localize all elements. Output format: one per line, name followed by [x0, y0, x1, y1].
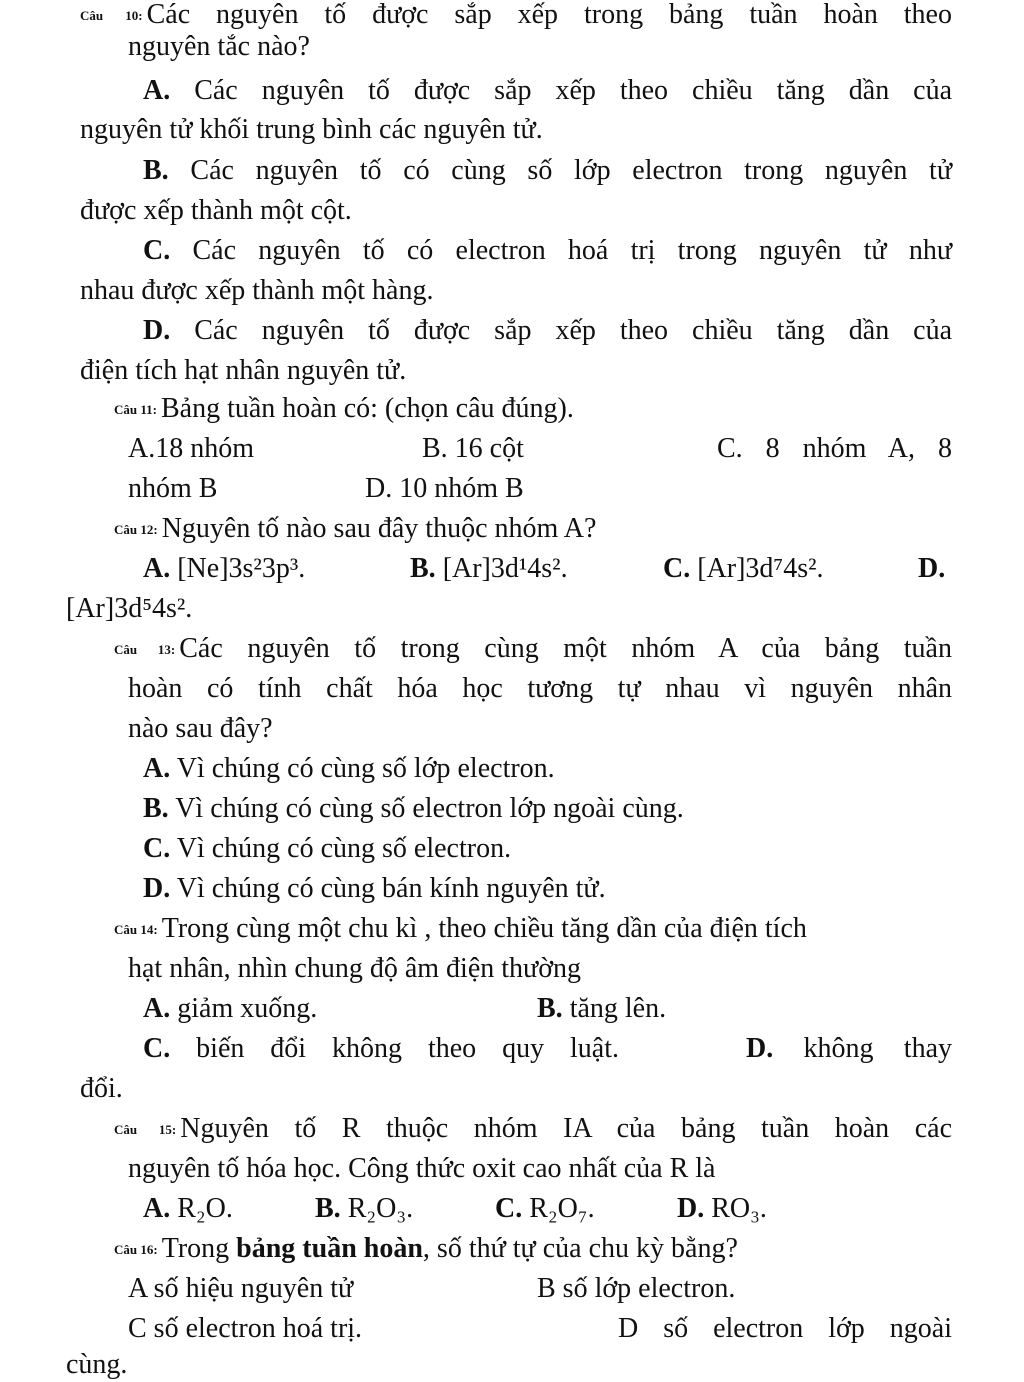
q11-option-c-cont: nhóm B: [128, 473, 218, 504]
q14-option-b: B. tăng lên.: [537, 993, 667, 1024]
q13-stem-line1: Câu 13: Các nguyên tố trong cùng một nhóm A của bảng tuần: [114, 633, 952, 664]
q15-stem-line2: nguyên tố hóa học. Công thức oxit cao nhất của R là: [128, 1153, 716, 1184]
q16-option-b: B số lớp electron.: [537, 1273, 736, 1304]
q11-stem: Câu 11: Bảng tuần hoàn có: (chọn câu đúng).: [114, 393, 574, 424]
q15-option-d-formula: RO₃.: [711, 1193, 767, 1224]
q12-option-c: C. [Ar]3d⁷4s².: [663, 553, 824, 584]
q15-option-c-formula: R₂O₇.: [529, 1193, 595, 1224]
q13-number: Câu 13:: [114, 642, 176, 657]
q10-option-d: D. Các nguyên tố được sắp xếp theo chiều tăng dần của: [143, 315, 953, 346]
q11-option-a: A.18 nhóm: [128, 433, 254, 464]
q10-number: Câu 10:: [80, 8, 143, 23]
q16-option-c: C số electron hoá trị.: [128, 1313, 363, 1344]
q15-option-d: D. RO₃.: [677, 1193, 767, 1224]
q12-option-b: B. [Ar]3d¹4s².: [410, 553, 568, 584]
q13-option-a: A. Vì chúng có cùng số lớp electron.: [143, 753, 555, 784]
q10-stem-line2: nguyên tắc nào?: [128, 31, 310, 62]
q10-option-b-cont: được xếp thành một cột.: [80, 195, 352, 226]
q16-option-d-cont: cùng.: [66, 1349, 128, 1380]
q10-stem-line1: [80, 0, 952, 32]
q16-option-a: A số hiệu nguyên tử: [128, 1273, 354, 1304]
q13-option-d: D. Vì chúng có cùng bán kính nguyên tử.: [143, 873, 606, 904]
q11-option-b: B. 16 cột: [422, 433, 524, 464]
q13-stem-line2: hoàn có tính chất hóa học tương tự nhau vì nguyên nhân: [128, 673, 952, 704]
q10-stem-text-1: Các nguyên tố được sắp xếp trong bảng tuần hoàn theo: [146, 0, 952, 30]
q11-option-c: C. 8 nhóm A, 8: [717, 433, 952, 464]
q10-option-c-cont: nhau được xếp thành một hàng.: [80, 275, 434, 306]
q15-number: Câu 15:: [114, 1122, 177, 1137]
q10-option-c: C. Các nguyên tố có electron hoá trị trong nguyên tử như: [143, 235, 953, 266]
q15-stem-line1: Câu 15: Nguyên tố R thuộc nhóm IA của bảng tuần hoàn các: [114, 1113, 952, 1144]
q13-stem-line3: nào sau đây?: [128, 713, 273, 744]
q13-option-c: C. Vì chúng có cùng số electron.: [143, 833, 512, 864]
q16-number: Câu 16:: [114, 1242, 158, 1257]
q12-number: Câu 12:: [114, 522, 158, 537]
q11-number: Câu 11:: [114, 402, 157, 417]
q15-option-b-formula: R₂O₃.: [347, 1193, 414, 1224]
q14-option-d: D. không thay: [746, 1033, 952, 1064]
q14-stem-line2: hạt nhân, nhìn chung độ âm điện thường: [128, 953, 582, 984]
q12-option-d-formula: [Ar]3d⁵4s².: [66, 593, 193, 624]
q12-option-c-formula: [Ar]3d⁷4s².: [697, 553, 824, 584]
q12-option-a: A. [Ne]3s²3p³.: [143, 553, 306, 584]
q12-stem: Câu 12: Nguyên tố nào sau đây thuộc nhóm A?: [114, 513, 597, 544]
q10-option-b: B. Các nguyên tố có cùng số lớp electron trong nguyên tử: [143, 155, 953, 186]
q16-stem-bold: bảng tuần hoàn: [236, 1233, 423, 1264]
q15-option-c: C. R₂O₇.: [495, 1193, 595, 1224]
q12-option-b-formula: [Ar]3d¹4s².: [442, 553, 568, 584]
q16-option-d: D số electron lớp ngoài: [618, 1313, 952, 1344]
q15-option-a: A. R₂O.: [143, 1193, 233, 1224]
q15-option-b: B. R₂O₃.: [315, 1193, 414, 1224]
q13-option-b: B. Vì chúng có cùng số electron lớp ngoài cùng.: [143, 793, 684, 824]
q12-option-a-formula: [Ne]3s²3p³.: [177, 553, 306, 584]
q10-option-d-cont: điện tích hạt nhân nguyên tử.: [80, 355, 407, 386]
q10-option-a-cont: nguyên tử khối trung bình các nguyên tử.: [80, 114, 543, 145]
q11-option-d: D. 10 nhóm B: [365, 473, 524, 504]
q14-option-d-cont: đổi.: [80, 1073, 123, 1104]
q10-option-a: A. Các nguyên tố được sắp xếp theo chiều tăng dần của: [143, 75, 953, 106]
q14-stem-line1: Câu 14: Trong cùng một chu kì , theo chiều tăng dần của điện tích: [114, 913, 807, 944]
q12-option-d-label: D.: [918, 553, 946, 584]
q16-stem: Câu 16: Trong bảng tuần hoàn, số thứ tự của chu kỳ bằng?: [114, 1233, 738, 1264]
q15-option-a-formula: R₂O.: [177, 1193, 233, 1224]
q14-option-a: A. giảm xuống.: [143, 993, 318, 1024]
q14-number: Câu 14:: [114, 922, 158, 937]
q14-option-c: C. biến đổi không theo quy luật.: [143, 1033, 619, 1064]
